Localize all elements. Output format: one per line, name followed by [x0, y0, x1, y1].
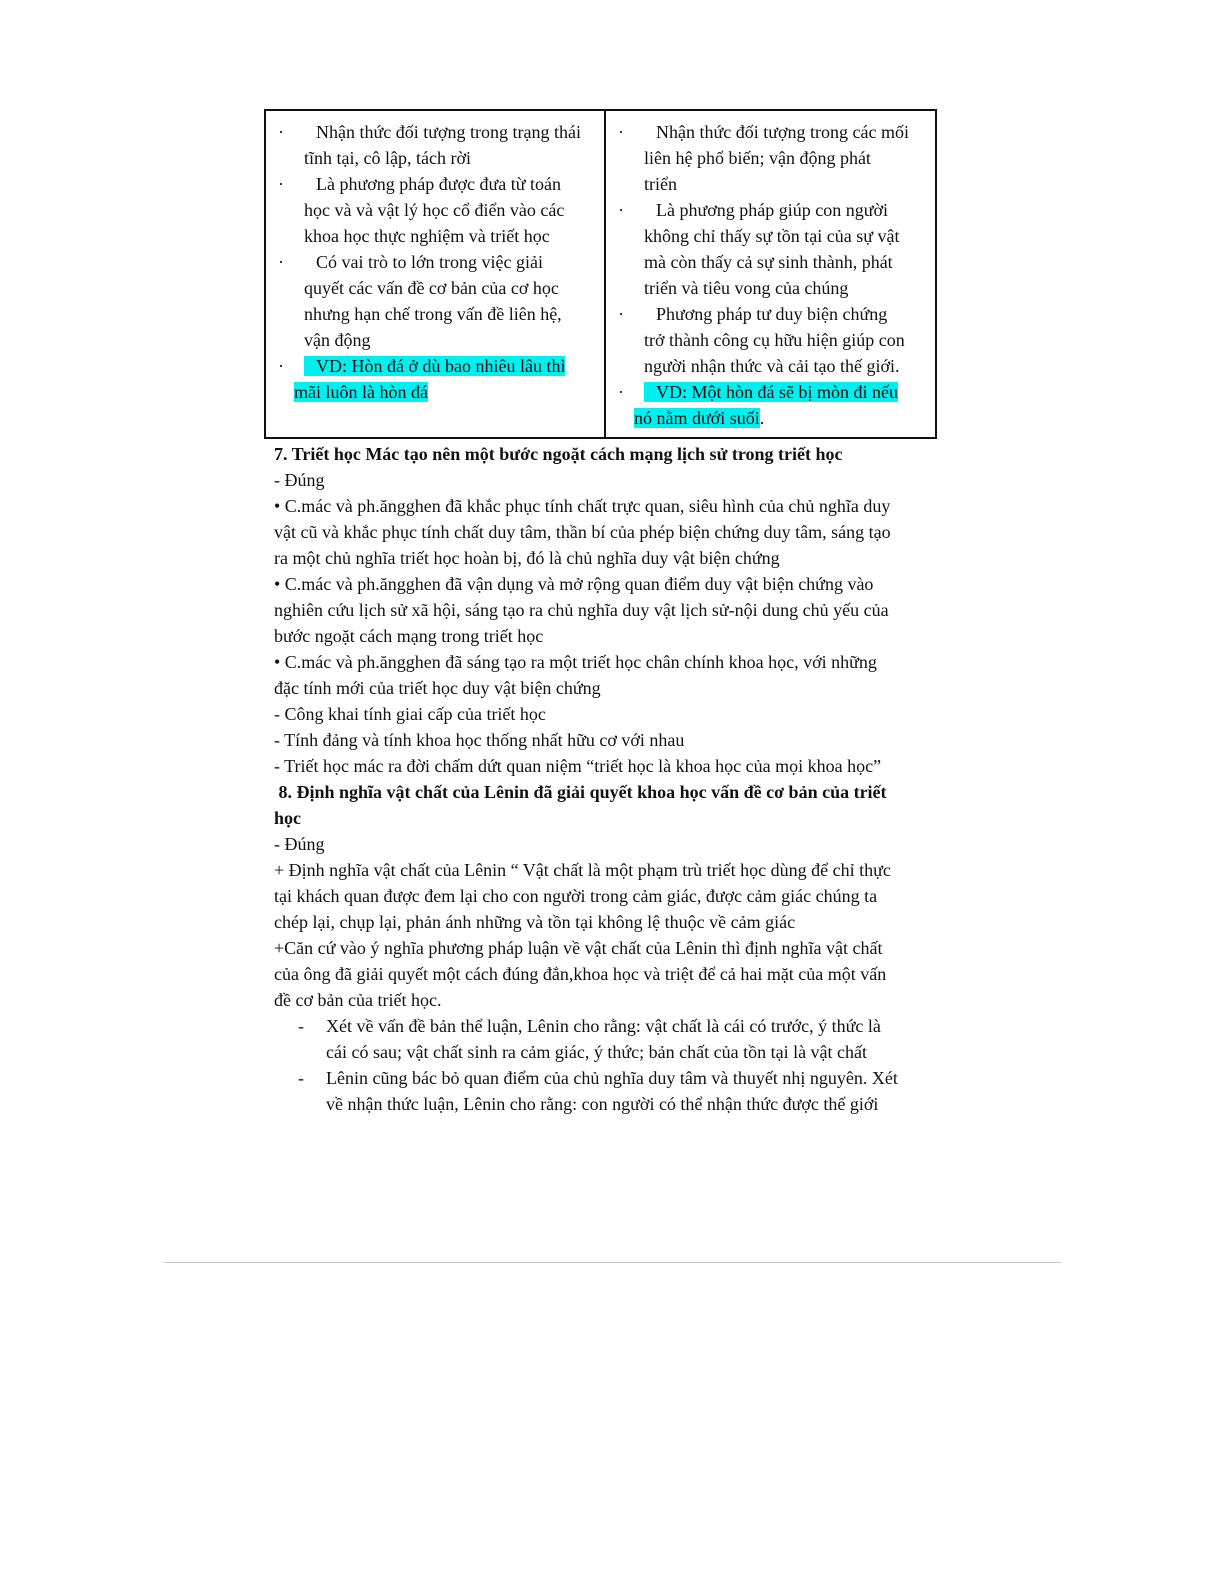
text-line: Phương pháp tư duy biện chứng — [655, 304, 888, 324]
text-line: Có vai trò to lớn trong việc giải — [316, 252, 543, 272]
text-line: chép lại, chụp lại, phản ánh những và tồn tại không lệ thuộc về cảm giác — [274, 912, 796, 932]
text-line: triển và tiêu vong của chúng — [643, 278, 849, 298]
bullet: · — [617, 382, 624, 402]
text-line: của ông đã giải quyết một cách đúng đắn,khoa học và triệt để cả hai mặt của một vấn — [274, 964, 887, 984]
section-8-heading-cont: học — [274, 808, 301, 828]
text-line: + Định nghĩa vật chất của Lênin “ Vật chất là một phạm trù triết học dùng để chỉ thực — [274, 860, 891, 880]
table-item — [266, 171, 604, 249]
text-line: Nhận thức đối tượng trong trạng thái — [316, 122, 581, 142]
bullet: · — [278, 122, 284, 142]
table-item — [266, 119, 604, 171]
bullet: · — [278, 174, 284, 194]
text-line: đặc tính mới của triết học duy vật biện chứng — [274, 678, 601, 698]
section-8-paragraph — [274, 857, 954, 1013]
list-item — [274, 1065, 954, 1117]
text-line: người nhận thức và cải tạo thế giới. — [643, 356, 900, 376]
comparison-table — [264, 109, 937, 439]
bullet: · — [617, 122, 624, 142]
text-line: nhưng hạn chế trong vấn đề liên hệ, — [304, 304, 562, 324]
text-line: quyết các vấn đề cơ bản của cơ học — [304, 278, 559, 298]
text-line: Là phương pháp giúp con người — [655, 200, 888, 220]
text-line: về nhận thức luận, Lênin cho rằng: con người có thể nhận thức được thế giới — [326, 1094, 879, 1114]
section-8-answer: - Đúng — [274, 834, 325, 854]
dash-list — [274, 1013, 954, 1117]
text-line: mãi luôn là hòn đá — [294, 382, 428, 402]
text-line: • C.mác và ph.ăngghen đã sáng tạo ra một triết học chân chính khoa học, với những — [274, 652, 877, 672]
bullet: · — [617, 200, 624, 220]
text-line: - Tính đảng và tính khoa học thống nhất hữu cơ với nhau — [274, 730, 685, 750]
text-line: - Triết học mác ra đời chấm dứt quan niệm “triết học là khoa học của mọi khoa học” — [274, 756, 882, 776]
text-line: tại khách quan được đem lại cho con người trong cảm giác, được cảm giác chúng ta — [274, 886, 878, 906]
text-line: nghiên cứu lịch sử xã hội, sáng tạo ra chủ nghĩa duy vật lịch sử-nội dung chủ yếu của — [274, 600, 889, 620]
text-line: khoa học thực nghiệm và triết học — [304, 226, 550, 246]
bullet: · — [617, 304, 624, 324]
section-7-answer: - Đúng — [274, 470, 325, 490]
document-body — [274, 441, 954, 1117]
text-line: VD: Hòn đá ở dù bao nhiêu lâu thì — [316, 356, 566, 376]
table-item — [606, 119, 935, 197]
section-8-heading: 8. Định nghĩa vật chất của Lênin đã giải quyết khoa học vấn đề cơ bản của triết — [274, 782, 887, 802]
section-7-paragraph — [274, 493, 954, 779]
bullet: · — [278, 356, 284, 376]
text-line: +Căn cứ vào ý nghĩa phương pháp luận về vật chất của Lênin thì định nghĩa vật chất — [274, 938, 883, 958]
highlighted-example — [266, 353, 604, 405]
text-line: VD: Một hòn đá sẽ bị mòn đi nếu — [655, 382, 898, 402]
text-line: Xét về vấn đề bản thể luận, Lênin cho rằng: vật chất là cái có trước, ý thức là — [326, 1016, 881, 1036]
table-item — [606, 197, 935, 301]
highlighted-example — [606, 379, 935, 431]
text-line: tĩnh tại, cô lập, tách rời — [304, 148, 471, 168]
text-line: Là phương pháp được đưa từ toán — [316, 174, 562, 194]
text-line: ra một chủ nghĩa triết học hoàn bị, đó là chủ nghĩa duy vật biện chứng — [274, 548, 780, 568]
text-line: Nhận thức đối tượng trong các mối — [655, 122, 909, 142]
dash-bullet: - — [298, 1068, 304, 1088]
text-line: nó nằm dưới suối — [633, 408, 760, 428]
text-line: vận động — [304, 330, 371, 350]
text-line: học và và vật lý học cổ điển vào các — [304, 200, 565, 220]
text-line: • C.mác và ph.ăngghen đã khắc phục tính chất trực quan, siêu hình của chủ nghĩa duy — [274, 496, 891, 516]
text-line: . — [759, 408, 765, 428]
text-line: mà còn thấy cả sự sinh thành, phát — [643, 252, 893, 272]
text-line: vật cũ và khắc phục tính chất duy tâm, thần bí của phép biện chứng duy tâm, sáng tạo — [274, 522, 891, 542]
text-line: - Công khai tính giai cấp của triết học — [274, 704, 546, 724]
bullet: · — [278, 252, 284, 272]
table-item — [606, 301, 935, 379]
text-line: cái có sau; vật chất sinh ra cảm giác, ý thức; bản chất của tồn tại là vật chất — [326, 1042, 868, 1062]
text-line: Lênin cũng bác bỏ quan điểm của chủ nghĩa duy tâm và thuyết nhị nguyên. Xét — [326, 1068, 898, 1088]
metaphysical-method-column — [266, 111, 606, 437]
section-7-heading: 7. Triết học Mác tạo nên một bước ngoặt cách mạng lịch sử trong triết học — [274, 444, 843, 464]
list-item — [274, 1013, 954, 1065]
text-line: triển — [643, 174, 677, 194]
text-line: đề cơ bản của triết học. — [274, 990, 442, 1010]
text-line: • C.mác và ph.ăngghen đã vận dụng và mở rộng quan điểm duy vật biện chứng vào — [274, 574, 874, 594]
dash-bullet: - — [298, 1016, 304, 1036]
table-item — [266, 249, 604, 353]
page-separator — [164, 1262, 1061, 1263]
text-line: bước ngoặt cách mạng trong triết học — [274, 626, 544, 646]
text-line: liên hệ phổ biến; vận động phát — [643, 148, 871, 168]
text-line: trở thành công cụ hữu hiện giúp con — [643, 330, 905, 350]
text-line: không chỉ thấy sự tồn tại của sự vật — [643, 226, 900, 246]
dialectical-method-column — [606, 111, 935, 437]
